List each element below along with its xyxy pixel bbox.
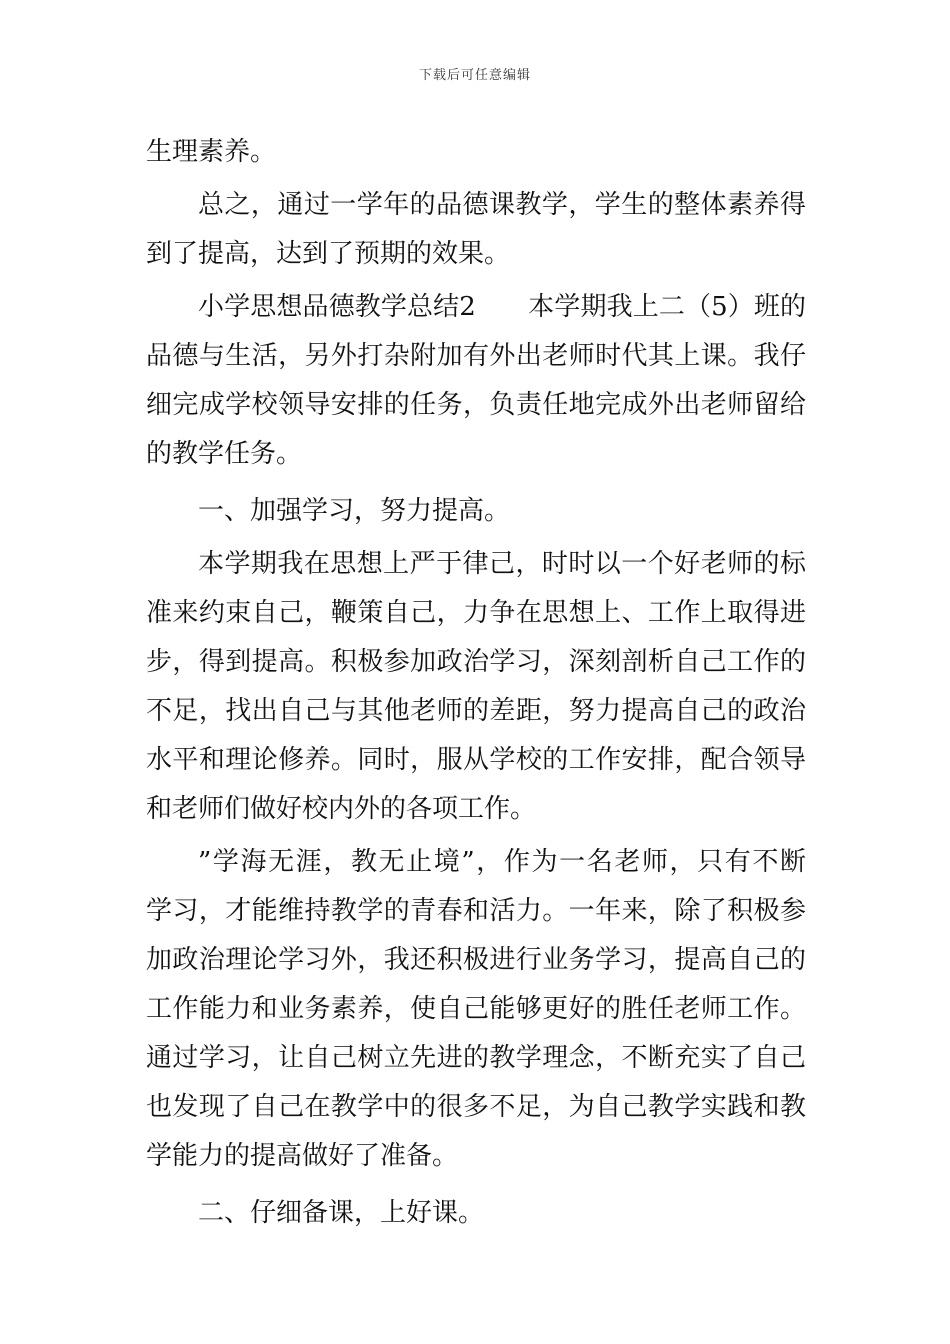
text-line: 水平和理论修养。同时，服从学校的工作安排，配合领导 — [146, 745, 806, 775]
text-line: 步，得到提高。积极参加政治学习，深刻剖析自己工作的 — [146, 647, 806, 677]
text-line: 总之，通过一学年的品德课教学，学生的整体素养得 — [198, 190, 806, 220]
section-heading — [146, 487, 806, 536]
text-line: 生理素养。 — [146, 137, 277, 167]
text-line: 的教学任务。 — [146, 439, 303, 469]
text-line: 品德与生活，另外打杂附加有外出老师时代其上课。我仔 — [146, 341, 806, 371]
text-line: 一、加强学习，努力提高。 — [198, 496, 511, 526]
text-line: 准来约束自己，鞭策自己，力争在思想上、工作上取得进 — [146, 598, 806, 628]
text-line: 学习，才能维持教学的青春和活力。一年来，除了积极参 — [146, 896, 806, 926]
paragraph — [146, 283, 806, 479]
text-line: 小学思想品德教学总结2 本学期我上二（5）班的 — [198, 292, 806, 322]
text-line: ”学海无涯，教无止境”，作为一名老师，只有不断 — [198, 847, 806, 877]
text-line: 学能力的提高做好了准备。 — [146, 1141, 459, 1171]
text-line: 工作能力和业务素养，使自己能够更好的胜任老师工作。 — [146, 994, 806, 1024]
document-body — [146, 128, 806, 1238]
text-line: 不足，找出自己与其他老师的差距，努力提高自己的政治 — [146, 696, 806, 726]
text-line: 到了提高，达到了预期的效果。 — [146, 239, 511, 269]
text-line: 本学期我在思想上严于律己，时时以一个好老师的标 — [198, 549, 806, 579]
section-heading — [146, 1189, 806, 1238]
paragraph — [146, 181, 806, 279]
text-line: 和老师们做好校内外的各项工作。 — [146, 794, 537, 824]
text-line: 加政治理论学习外，我还积极进行业务学习，提高自己的 — [146, 945, 806, 975]
text-line: 二、仔细备课，上好课。 — [198, 1198, 485, 1228]
page-header-note: 下载后可任意编辑 — [418, 68, 531, 83]
text-line: 通过学习，让自己树立先进的教学理念，不断充实了自己 — [146, 1043, 806, 1073]
paragraph — [146, 838, 806, 1181]
text-line: 细完成学校领导安排的任务，负责任地完成外出老师留给 — [146, 390, 806, 420]
text-line: 也发现了自己在教学中的很多不足，为自己教学实践和教 — [146, 1092, 806, 1122]
paragraph — [146, 128, 806, 177]
paragraph — [146, 540, 806, 834]
